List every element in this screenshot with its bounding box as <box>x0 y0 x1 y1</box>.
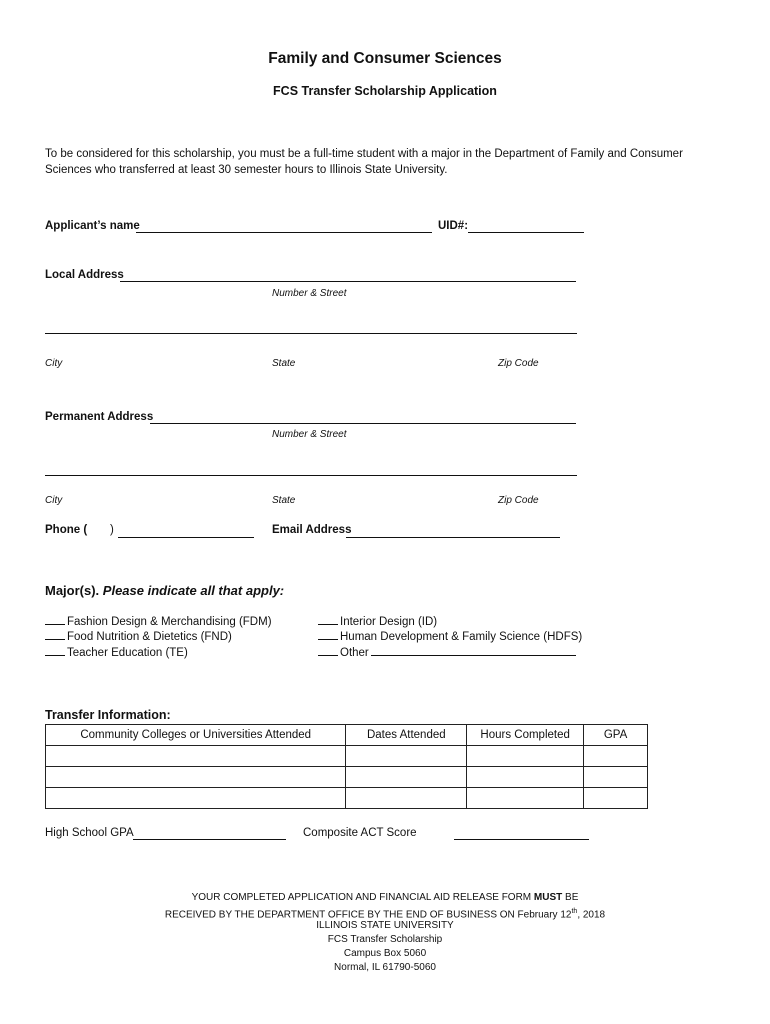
permanent-city-caption: City <box>45 495 63 506</box>
major-option-te[interactable]: Teacher Education (TE) <box>45 645 188 659</box>
institution-cell[interactable] <box>46 767 346 788</box>
transfer-table <box>45 724 648 809</box>
major-option-fnd[interactable]: Food Nutrition & Dietetics (FND) <box>45 629 232 643</box>
col-header-institution: Community Colleges or Universities Attended <box>46 725 346 746</box>
col-header-hours: Hours Completed <box>467 725 584 746</box>
hours-cell[interactable] <box>467 767 584 788</box>
permanent-street-field[interactable] <box>150 423 576 424</box>
email-label: Email Address <box>272 524 352 536</box>
major-option-other[interactable]: Other <box>318 645 576 659</box>
footer-line-5: Campus Box 5060 <box>343 948 427 959</box>
dates-cell[interactable] <box>346 746 467 767</box>
phone-paren-close: ) <box>110 524 114 536</box>
intro-line-2: Sciences who transferred at least 30 semester hours to Illinois State University. <box>45 164 448 176</box>
footer-line-6: Normal, IL 61790-5060 <box>334 962 436 973</box>
local-address-label: Local Address <box>45 269 124 281</box>
checkbox-blank[interactable] <box>318 629 338 640</box>
other-specify-field[interactable] <box>371 645 576 656</box>
applicant-name-label: Applicant’s name <box>45 220 140 232</box>
permanent-city-state-zip-field[interactable] <box>45 475 577 476</box>
footer-line-4: FCS Transfer Scholarship <box>327 934 443 945</box>
table-row <box>46 767 648 788</box>
table-row <box>46 746 648 767</box>
page-title: Family and Consumer Sciences <box>268 50 502 67</box>
table-row <box>46 788 648 809</box>
hs-gpa-label: High School GPA <box>45 827 134 839</box>
col-header-dates: Dates Attended <box>346 725 467 746</box>
majors-instruction: Please indicate all that apply: <box>102 583 285 598</box>
majors-heading <box>45 583 284 598</box>
footer-line-3: ILLINOIS STATE UNIVERSITY <box>316 920 454 931</box>
local-city-state-zip-field[interactable] <box>45 333 577 334</box>
phone-field[interactable] <box>118 537 254 538</box>
hours-cell[interactable] <box>467 746 584 767</box>
checkbox-blank[interactable] <box>318 645 338 656</box>
institution-cell[interactable] <box>46 788 346 809</box>
footer-line-2: RECEIVED BY THE DEPARTMENT OFFICE BY THE END OF BUSINESS ON February 12th, 2018 <box>164 908 606 921</box>
applicant-name-field[interactable] <box>136 232 432 233</box>
checkbox-blank[interactable] <box>45 629 65 640</box>
uid-label: UID#: <box>438 220 469 232</box>
checkbox-blank[interactable] <box>318 614 338 625</box>
dates-cell[interactable] <box>346 767 467 788</box>
dates-cell[interactable] <box>346 788 467 809</box>
transfer-header-row <box>46 725 648 746</box>
intro-line-1: To be considered for this scholarship, you must be a full-time student with a major in the Department of Family and Consumer <box>45 148 683 160</box>
page-subtitle: FCS Transfer Scholarship Application <box>273 84 497 98</box>
institution-cell[interactable] <box>46 746 346 767</box>
local-city-caption: City <box>45 358 63 369</box>
major-option-hdfs[interactable]: Human Development & Family Science (HDFS) <box>318 629 582 643</box>
act-score-label: Composite ACT Score <box>303 827 417 839</box>
uid-field[interactable] <box>468 232 584 233</box>
checkbox-blank[interactable] <box>45 645 65 656</box>
phone-label: Phone ( <box>45 524 88 536</box>
intro-paragraph <box>45 146 725 178</box>
major-option-id[interactable]: Interior Design (ID) <box>318 614 437 628</box>
permanent-zip-caption: Zip Code <box>498 495 539 506</box>
gpa-cell[interactable] <box>584 746 648 767</box>
permanent-address-label: Permanent Address <box>45 411 154 423</box>
transfer-heading: Transfer Information: <box>45 708 171 722</box>
email-field[interactable] <box>346 537 560 538</box>
local-street-caption: Number & Street <box>272 288 347 299</box>
act-score-field[interactable] <box>454 839 589 840</box>
local-zip-caption: Zip Code <box>498 358 539 369</box>
gpa-cell[interactable] <box>584 788 648 809</box>
local-state-caption: State <box>272 358 296 369</box>
permanent-street-caption: Number & Street <box>272 429 347 440</box>
hs-gpa-field[interactable] <box>133 839 286 840</box>
hours-cell[interactable] <box>467 788 584 809</box>
gpa-cell[interactable] <box>584 767 648 788</box>
checkbox-blank[interactable] <box>45 614 65 625</box>
majors-heading-label: Major(s). <box>45 583 100 598</box>
permanent-state-caption: State <box>272 495 296 506</box>
local-street-field[interactable] <box>120 281 576 282</box>
col-header-gpa: GPA <box>584 725 648 746</box>
must-emphasis: MUST <box>533 892 563 903</box>
footer-line-1: YOUR COMPLETED APPLICATION AND FINANCIAL AID RELEASE FORM MUST BE <box>191 892 579 903</box>
major-option-fdm[interactable]: Fashion Design & Merchandising (FDM) <box>45 614 272 628</box>
